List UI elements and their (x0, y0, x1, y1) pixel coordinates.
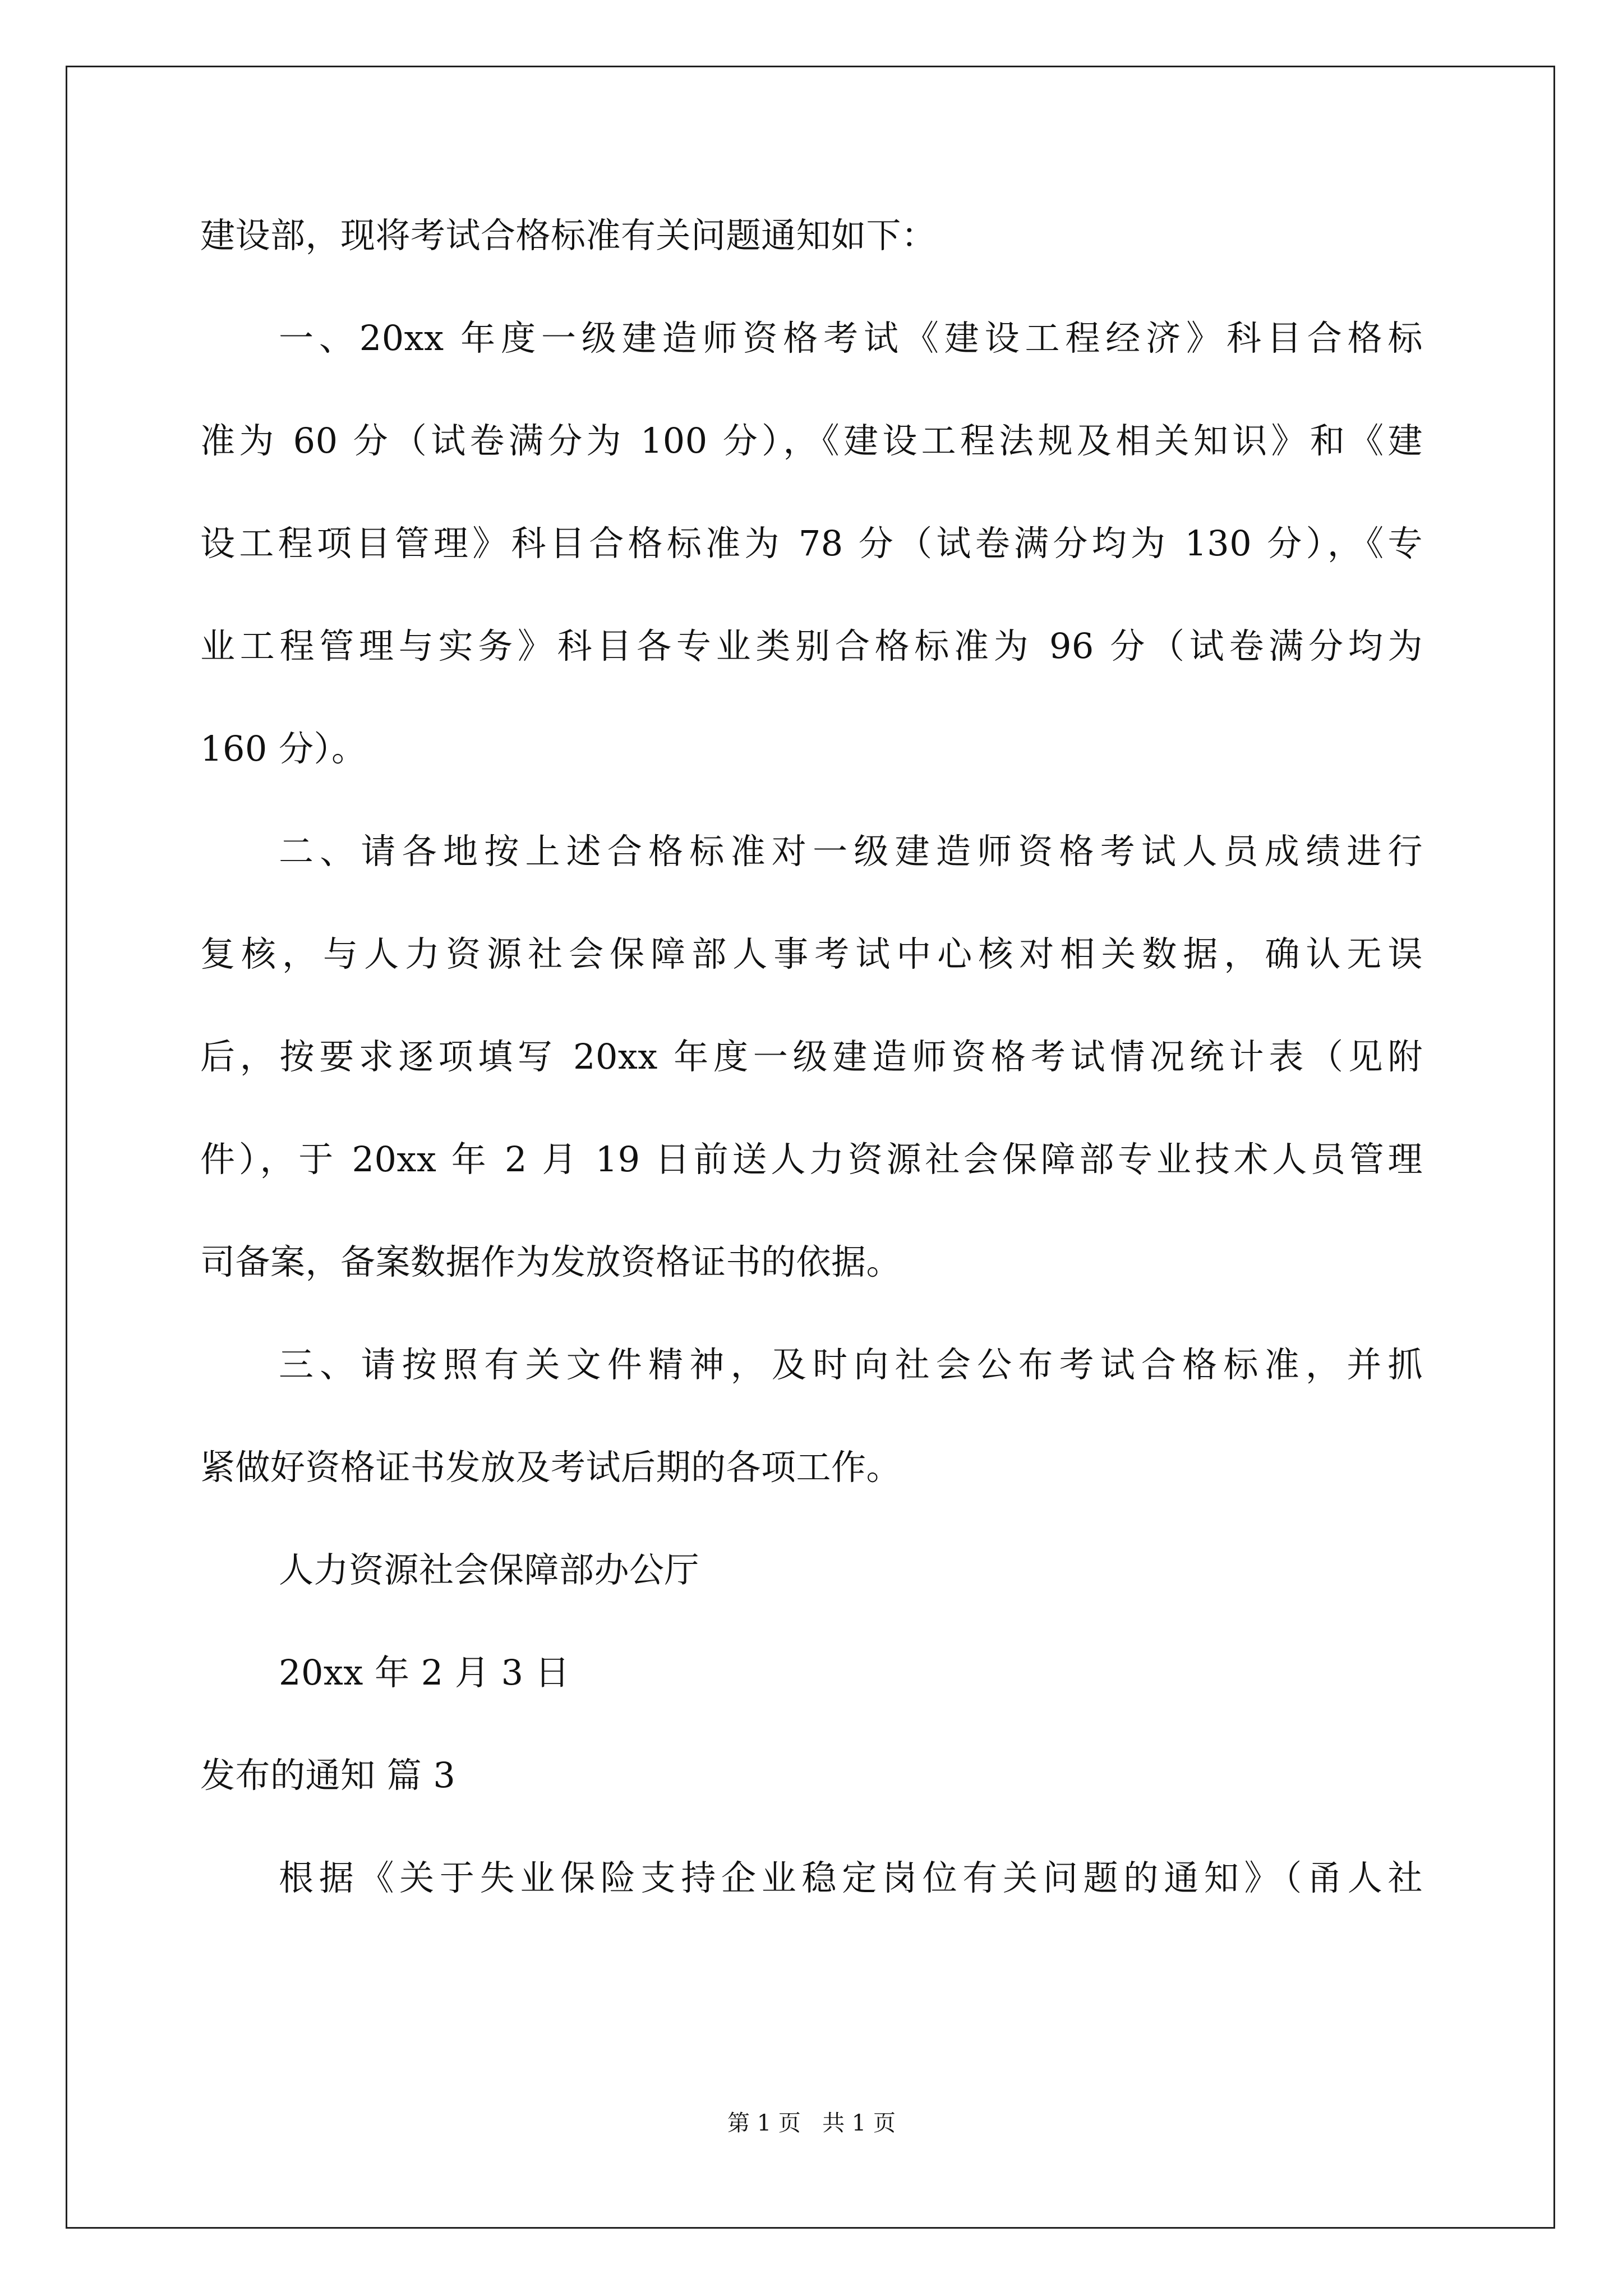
text-line-6: 160 分）。 (200, 728, 367, 769)
text-line-7: 二、请各地按上述合格标准对一级建造师资格考试人员成绩进行 (279, 831, 1423, 872)
page-footer: 第 1 页 共 1 页 (727, 2110, 896, 2136)
text-line-11: 司备案，备案数据作为发放资格证书的依据。 (200, 1241, 902, 1282)
text-line-9: 后，按要求逐项填写 20xx 年度一级建造师资格考试情况统计表（见附 (200, 1036, 1423, 1077)
text-line-13: 紧做好资格证书发放及考试后期的各项工作。 (200, 1447, 902, 1488)
text-line-3: 准为 60 分（试卷满分为 100 分），《建设工程法规及相关知识》和《建 (200, 420, 1423, 461)
section-heading: 发布的通知 篇 3 (200, 1755, 456, 1796)
text-line-5: 业工程管理与实务》科目各专业类别合格标准为 96 分（试卷满分均为 (200, 625, 1423, 666)
text-line-8: 复核，与人力资源社会保障部人事考试中心核对相关数据，确认无误 (200, 933, 1423, 974)
text-line-12: 三、请按照有关文件精神，及时向社会公布考试合格标准，并抓 (279, 1344, 1423, 1385)
text-line-4: 设工程项目管理》科目合格标准为 78 分（试卷满分均为 130 分），《专 (200, 523, 1423, 564)
signature-organization: 人力资源社会保障部办公厅 (279, 1549, 700, 1590)
text-line-2: 一、20xx 年度一级建造师资格考试《建设工程经济》科目合格标 (279, 318, 1423, 358)
text-line-10: 件），于 20xx 年 2 月 19 日前送人力资源社会保障部专业技术人员管理 (200, 1139, 1423, 1180)
text-line-1: 建设部，现将考试合格标准有关问题通知如下： (200, 215, 937, 256)
text-line-17: 根据《关于失业保险支持企业稳定岗位有关问题的通知》（甬人社 (279, 1857, 1423, 1898)
signature-date: 20xx 年 2 月 3 日 (279, 1652, 570, 1693)
